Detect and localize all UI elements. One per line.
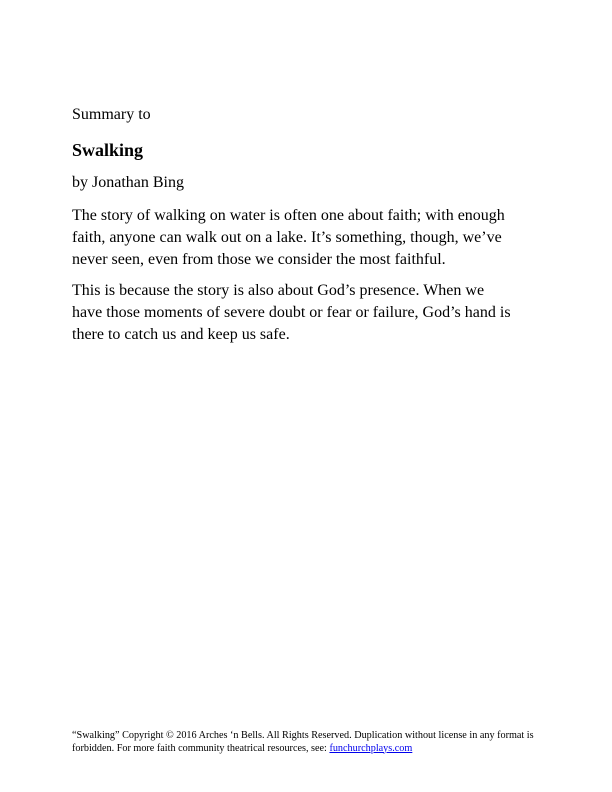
copyright-text: “Swalking” Copyright © 2016 Arches ‘n Bells. All Rights Reserved. Duplication without license in any format is forbidden. For more faith community theatrical resources, see:: [72, 730, 534, 754]
website-link[interactable]: funchurchplays.com: [329, 742, 413, 754]
author-line: by Jonathan Bing: [72, 174, 184, 191]
summary-label: Summary to: [72, 106, 151, 123]
play-title: Swalking: [72, 140, 144, 160]
summary-paragraph: The story of walking on water is often one about faith; with enough faith, anyone can walk out on a lake. It’s something, though, we’ve never seen, even from those we consider the most faithful.: [72, 207, 505, 268]
copyright-footer: [72, 730, 547, 755]
summary-paragraph: This is because the story is also about God’s presence. When we have those moments of severe doubt or fear or failure, God’s hand is there to catch us and keep us safe.: [72, 282, 511, 343]
document-body: [72, 105, 542, 355]
